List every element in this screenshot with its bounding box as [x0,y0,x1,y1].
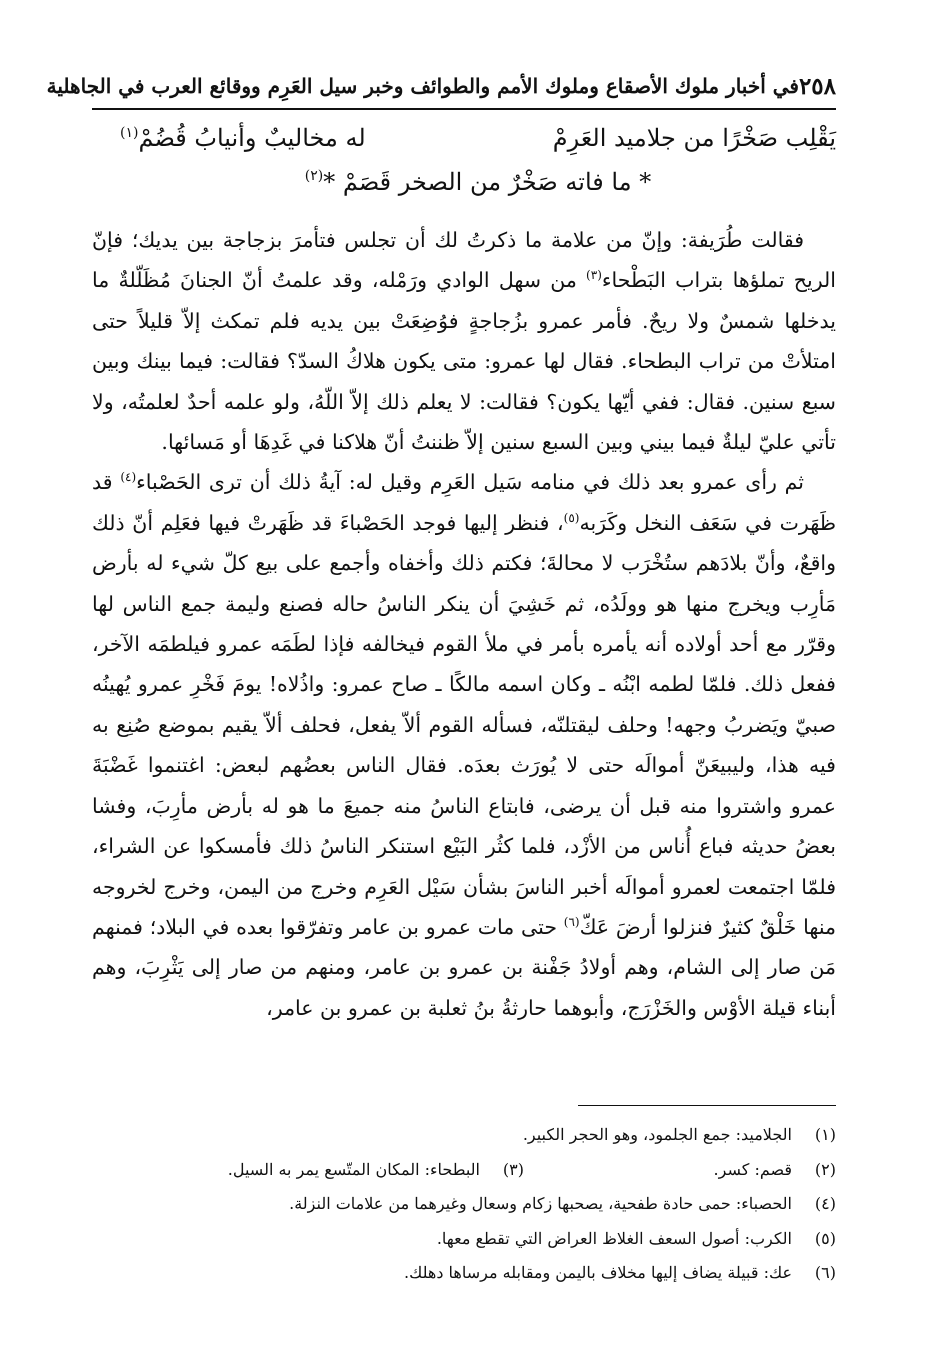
footnote-1 [523,1118,836,1153]
paragraph-2-part-1: ثم رأى عمرو بعد ذلك في منامه سَيل العَرِم وقيل له: آيةُ ذلك أن ترى الحَصْباء [136,470,805,495]
footnote-4-number: (٤) [814,1194,836,1213]
footnote-5-number: (٥) [814,1228,836,1248]
footnote-ref-4[interactable]: (٤) [120,470,137,485]
footnote-ref-6[interactable]: (٦) [563,915,580,930]
footnote-3-text: البطحاء: المكان المتّسع يمر به السيل. [227,1159,480,1179]
running-title: في أخبار ملوك الأصقاع وملوك الأمم والطوائف وخبر سيل العَرِم ووقائع العرب في الجاهلية [46,74,799,98]
verse-1-second-hemistich [120,124,366,168]
footnote-5-text: الكرب: أصول السعف الغلاظ العراض التي تقطع معها. [436,1228,792,1248]
footnote-3-number: (٣) [502,1159,524,1179]
paragraph-2-part-3: ، فنظر إليها فوجد الحَصْباءَ قد ظَهَرتْ فيها فعَلِم أنّ ذلك واقعٌ، وأنّ بلادَهم ستُخْرَب لا محالةَ؛ فكتم ذلك وأخفاه وأجمع على بيع كلّ شيء له بأرض مَأرِب ويخرج منها هو وولَدُه، ثم خَشِيَ أن ينكر الناسُ حاله فصنع وليمة جمع الناس لها وقرّر مع أحد أولاده أنه يأمره بأمر في ملأ القوم فيخالفه فإذا لطَمَه عمرو فيلطمَه الآخر، ففعل ذلك. فلمّا لطمه ابْنُه ـ وكان اسمه مالكًا ـ صاح عمرو: واذُلاه! يومَ فَخْرِ عمرو يُهينُه صبيّ ويَضربُ وجهه! وحلف ليقتلنّه، فسأله القوم ألاّ يفعل، فحلف ألاّ يقيم بموضع صُنِع به فيه هذا، وليبيعَنّ أموالَه حتى لا يُورَث بعدَه. فقال الناس بعضُهم لبعض: اغتنموا غَضْبَةَ عمرو واشتروا منه قبل أن يرضى، فابتاع الناسُ منه جميعَ ما هو له بأرض مأرِبَ، وفشا بعضُ حديثه فباع أُناس من الأزْد، فلما كثُر البَيْع استنكر الناسُ ذلك فأمسكوا عن الشراء، فلمّا اجتمعت لعمرو أموالَه أخبر الناسَ بشأن سَيْل العَرِم وخرج من اليمن، وخرج لخروجه منها خَلْقٌ كثيرٌ فنزلوا أرضَ عَكّ [92,510,836,939]
footnote-5 [437,1222,836,1257]
footnote-6-text: عك: قبيلة يضاف إليها مخلاف باليمن ومقابله مرساها دهلك. [404,1263,792,1282]
footnote-row [92,1153,836,1188]
footnotes [92,1118,836,1291]
verse-line-2 [120,168,836,212]
footnote-ref-3[interactable]: (٣) [586,268,602,283]
footnote-3 [228,1153,524,1188]
footnote-2 [524,1153,836,1188]
paragraph-1 [92,220,836,462]
header-rule [92,108,836,110]
verse-1-first-hemistich: يَقْلِب صَخْرًا من جلاميد العَرِمْ [552,124,836,152]
footnote-ref-1[interactable]: (١) [120,125,139,141]
footnote-2-number: (٢) [814,1159,836,1179]
footnote-rule [578,1105,836,1106]
footnote-1-number: (١) [814,1125,836,1144]
footnote-4-text: الحصباء: حمى حادة طفحية، يصحبها زكام وسعال وغيرهما من علامات النزلة. [289,1194,792,1213]
verse-line-1 [120,124,836,168]
footnote-6 [404,1256,836,1291]
footnote-row [92,1256,836,1291]
footnote-2-text: قصم: كسر. [713,1159,792,1179]
paragraph-1-part-1: فقالت طُرَيفة: وإنّ من علامة ما ذكرتُ لك أن تجلس فتأمرَ بزجاجة بين يديك؛ فإنّ الريح تملؤها بتراب البَطْحاء [92,228,836,293]
paragraph-2 [92,462,836,1028]
footnote-1-text: الجلاميد: جمع الجلمود، وهو الحجر الكبير. [522,1125,792,1144]
footnote-row [92,1187,836,1222]
verse-1-second-hemistich-text: له مخاليبٌ وأنيابُ قُضُمْ [138,124,366,152]
footnote-4 [289,1187,836,1222]
verse-2-text: * ما فاته صَخْرٌ من الصخر قَصَمْ * [323,168,652,196]
footnote-6-number: (٦) [814,1263,836,1282]
footnote-ref-2[interactable]: (٢) [304,168,324,184]
page-header [46,66,836,106]
paragraph-2-part-2: قد ظَهَرت في سَعَف النخل وكَرَبه [92,470,837,535]
page-number: ٢٥٨ [798,72,836,100]
footnote-row [92,1118,836,1153]
body-text [92,220,836,1028]
paragraph-2-part-4: حتى مات عمرو بن عامر وتفرّقوا بعده في البلاد؛ فمنهم مَن صار إلى الشام، وهم أولادُ جَفْنة بن عمرو بن عامر، ومنهم من صار إلى يَثْرِبَ، وهم أبناء قيلة الأوْس والخَزْرَج، وأبوهما حارثةُ بنُ ثعلبة بن عمرو بن عامر، [92,914,836,1020]
footnote-row [92,1222,836,1257]
footnote-ref-5[interactable]: (٥) [563,511,580,526]
paragraph-1-part-2: من سهل الوادي ورَمْله، وقد علمتُ أنّ الجنانَ مُظَلّلةٌ ما يدخلها شمسٌ ولا ريحٌ. فأمر عمرو بزُجاجةٍ فوُضِعَتْ بين يديه فلم تمكث إلاّ قليلاً حتى امتلأتْ من تراب البطحاء. فقال لها عمرو: متى يكون هلاكُ السدّ؟ فقالت: فيما بينك وبين سبع سنين. فقال: ففي أيّها يكون؟ فقالت: لا يعلم ذلك إلاّ اللّهُ، ولو علمه أحدٌ لعلمتُه، ولا تأتي عليّ ليلةٌ فيما بيني وبين السبع سنين إلاّ ظننتُ أنّ هلاكنا في غَدِهَا أو مَسائها. [92,268,836,455]
